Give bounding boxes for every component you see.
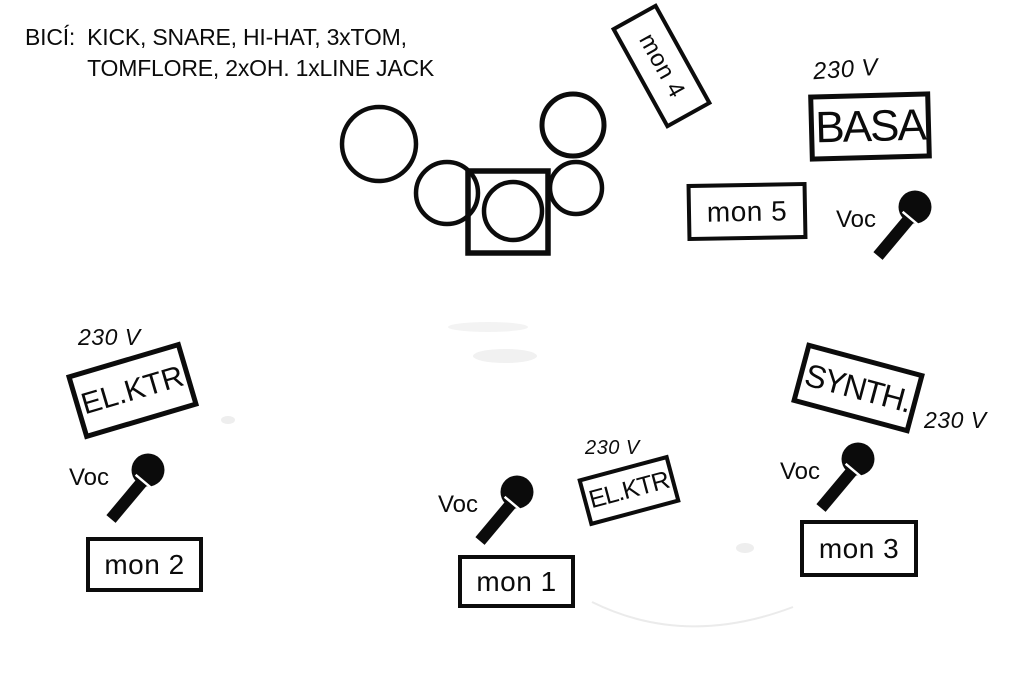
kick-inner-circle <box>484 182 542 240</box>
drums-note-line1: KICK, SNARE, HI-HAT, 3xTOM, <box>87 24 407 50</box>
drums-note-line2: TOMFLORE, 2xOH. 1xLINE JACK <box>87 55 435 81</box>
guitar-left-box-label: EL.KTR <box>77 359 188 421</box>
guitar-left-vocal-label: Voc <box>69 464 110 491</box>
monitor-5-label: mon 5 <box>706 194 788 228</box>
monitor-1-label: mon 1 <box>476 565 557 597</box>
monitor-4-label: mon 4 <box>633 28 691 103</box>
monitor-5-box <box>687 182 808 241</box>
guitar-left-vocal-mic-icon <box>98 449 168 529</box>
synth-vocal-mic-icon <box>808 438 878 518</box>
monitor-3-label: mon 3 <box>818 532 900 564</box>
monitor-2-box <box>86 537 203 592</box>
drum-cymbal-circle <box>542 94 604 156</box>
monitor-2-label: mon 2 <box>104 548 185 580</box>
guitar-center-power-label: 230 V <box>585 437 640 459</box>
monitor-3-box <box>800 520 918 577</box>
bass-box-label: BASA <box>814 100 926 152</box>
synth-box-label: SYNTH. <box>801 356 916 419</box>
guitar-left-power-label: 230 V <box>78 324 141 350</box>
synth-power-label: 230 V <box>924 407 987 433</box>
bass-power-label: 230 V <box>812 53 880 86</box>
drums-channel-note <box>25 22 434 84</box>
bass-vocal-mic-icon <box>865 186 935 266</box>
drum-floor-tom-circle <box>342 107 416 181</box>
guitar-center-vocal-mic-icon <box>467 471 537 551</box>
drum-kit-icon <box>330 85 642 263</box>
monitor-1-box <box>458 555 575 608</box>
drums-note-prefix: BICÍ: <box>25 24 76 50</box>
guitar-center-vocal-label: Voc <box>438 491 479 518</box>
bass-vocal-label: Voc <box>836 206 877 233</box>
bass-box <box>808 91 932 161</box>
drum-snare-circle <box>550 162 602 214</box>
guitar-center-box-label: EL.KTR <box>585 465 672 515</box>
synth-vocal-label: Voc <box>780 458 821 485</box>
